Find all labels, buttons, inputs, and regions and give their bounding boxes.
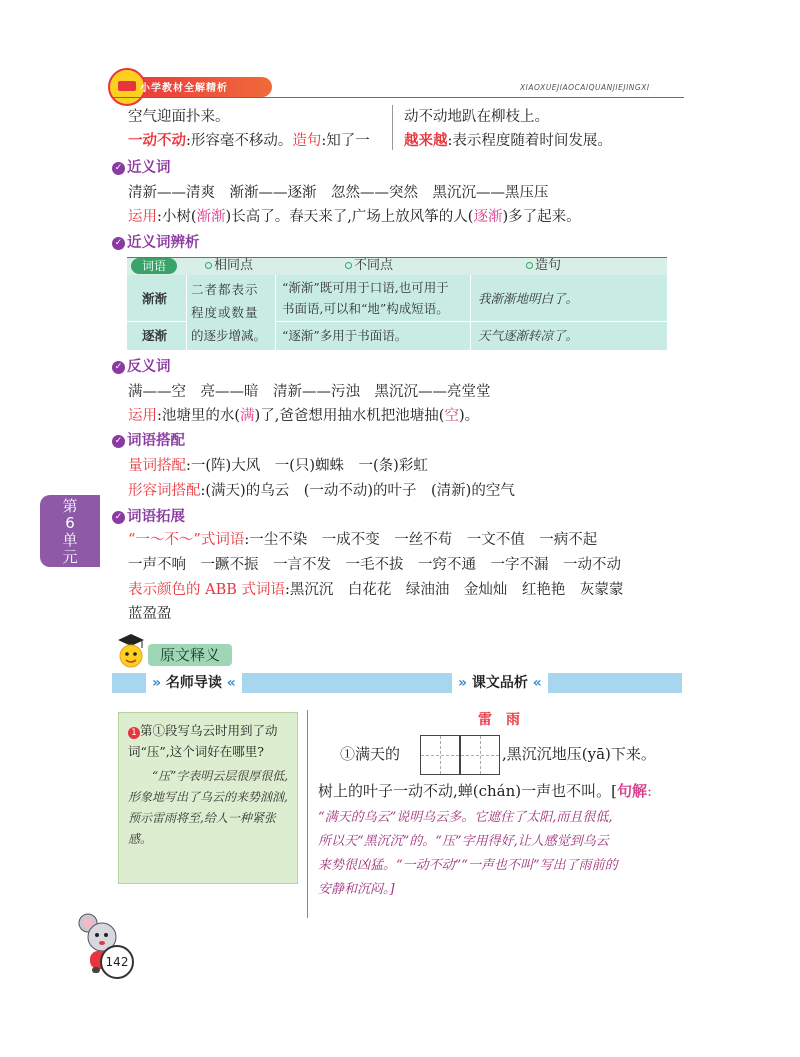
antonym-usage: 运用:池塘里的水(满)了,爸爸想用抽水机把池塘抽(空)。	[128, 408, 480, 424]
col-sentence: 造句	[526, 257, 561, 275]
col-diff: 不同点	[345, 257, 393, 275]
check-icon: ✓	[112, 435, 125, 448]
antonyms-heading: ✓ 反义词	[112, 357, 171, 377]
teacher-guide-label: » 名师导读 «	[146, 673, 242, 693]
col-word: 词语	[131, 258, 177, 274]
abb-words-line2: 蓝盈盈	[128, 606, 172, 622]
graduate-cap-icon	[116, 632, 146, 670]
check-icon: ✓	[112, 237, 125, 250]
top-left-line1: 空气迎面扑来。	[128, 109, 230, 125]
abb-words: 表示颜色的 ABB 式词语:黑沉沉 白花花 绿油油 金灿灿 红艳艳 灰蒙蒙	[128, 582, 624, 598]
same-line2: 程度或数量	[191, 305, 259, 320]
text-analysis-label: » 课文品析 «	[452, 673, 548, 693]
term-yidongbudong: 一动不动	[128, 132, 186, 149]
same-line1: 二者都表示	[191, 282, 259, 297]
column-divider	[307, 710, 308, 918]
synonym-analysis-heading: ✓ 近义词辨析	[112, 233, 200, 253]
diff1-line2: 书面语,可以和“地”构成短语。	[282, 301, 449, 316]
pattern-words-line2: 一声不响 一蹶不振 一言不发 一毛不拔 一窍不通 一字不漏 一动不动	[128, 557, 621, 573]
unit-side-tab: 第 6 单 元	[40, 495, 100, 567]
synonym-pairs: 清新——清爽 渐渐——逐渐 忽然——突然 黑沉沉——黑压压	[128, 185, 549, 201]
col-same: 相同点	[205, 257, 253, 275]
table-divider	[275, 275, 276, 350]
header-rule	[112, 97, 684, 98]
writing-grid-box[interactable]	[420, 735, 460, 775]
synonym-usage: 运用:小树(渐渐)长高了。春天来了,广场上放风筝的人(逐渐)多了起来。	[128, 209, 581, 225]
diff2: “逐渐”多用于书面语。	[282, 328, 408, 343]
table-divider	[470, 275, 471, 350]
row-word-jianjian: 渐渐	[142, 291, 168, 306]
diff1-line1: “渐渐”既可用于口语,也可用于	[282, 280, 449, 295]
series-title: 小学教材全解精析	[140, 83, 228, 94]
check-icon: ✓	[112, 361, 125, 374]
table-divider	[186, 275, 187, 350]
sentence1: 我渐渐地明白了。	[478, 291, 579, 306]
top-right-line2: 越来越:表示程度随着时间发展。	[404, 132, 612, 149]
top-right-line1: 动不动地趴在柳枝上。	[404, 109, 549, 125]
collocations-heading: ✓ 词语搭配	[112, 431, 185, 451]
analysis-line4: 安静和沉闷。]	[318, 882, 395, 897]
table-divider	[127, 321, 186, 322]
writing-grid-box[interactable]	[460, 735, 500, 775]
analysis-line2: 所以天“黑沉沉”的。“压”字用得好,让人感觉到乌云	[318, 834, 609, 849]
section-title: 原文释义	[148, 644, 232, 666]
column-divider	[392, 105, 393, 150]
check-icon: ✓	[112, 162, 125, 175]
adj-collocations: 形容词搭配:(满天)的乌云 (一动不动)的叶子 (清新)的空气	[128, 483, 515, 499]
lesson-title: 雷 雨	[478, 712, 520, 728]
analysis-line1: “满天的乌云”说明乌云多。它遮住了太阳,而且很低,	[318, 810, 613, 825]
measure-collocations: 量词搭配:一(阵)大风 一(只)蜘蛛 一(条)彩虹	[128, 458, 428, 474]
text-p1-start: ①满天的	[340, 745, 401, 763]
page-number: 142	[100, 945, 134, 979]
row-word-zhujian: 逐渐	[142, 328, 168, 343]
guide-answer: “压”字表明云层很厚很低,形象地写出了乌云的来势汹汹,预示雷雨将至,给人一种紧张感。	[128, 769, 289, 846]
top-left-line2: 一动不动:形容毫不移动。造句:知了一	[128, 132, 370, 149]
term-yuelaiyue: 越来越	[404, 132, 448, 149]
check-icon: ✓	[112, 511, 125, 524]
sentence2: 天气逐渐转凉了。	[478, 328, 579, 343]
text-p1-end: ,黑沉沉地压(yā)下来。	[502, 745, 656, 763]
pattern-words: “一～不～”式词语:一尘不染 一成不变 一丝不苟 一文不值 一病不起	[128, 532, 598, 548]
antonym-pairs: 满——空 亮——暗 清新——污浊 黑沉沉——亮堂堂	[128, 384, 491, 400]
synonyms-heading: ✓ 近义词	[112, 158, 171, 178]
text-p1-line2: 树上的叶子一动不动,蝉(chán)一声也不叫。[句解:	[318, 782, 653, 800]
expansion-heading: ✓ 词语拓展	[112, 507, 185, 527]
same-line3: 的逐步增减。	[191, 328, 267, 343]
table-divider	[275, 321, 667, 322]
series-pinyin: XIAOXUEJIAOCAIQUANJIEJINGXI	[520, 83, 650, 92]
analysis-line3: 来势很凶猛。“一动不动”“一声也不叫”写出了雨前的	[318, 858, 618, 873]
guide-question: 1 第①段写乌云时用到了动词“压”,这个词好在哪里?	[128, 723, 278, 759]
